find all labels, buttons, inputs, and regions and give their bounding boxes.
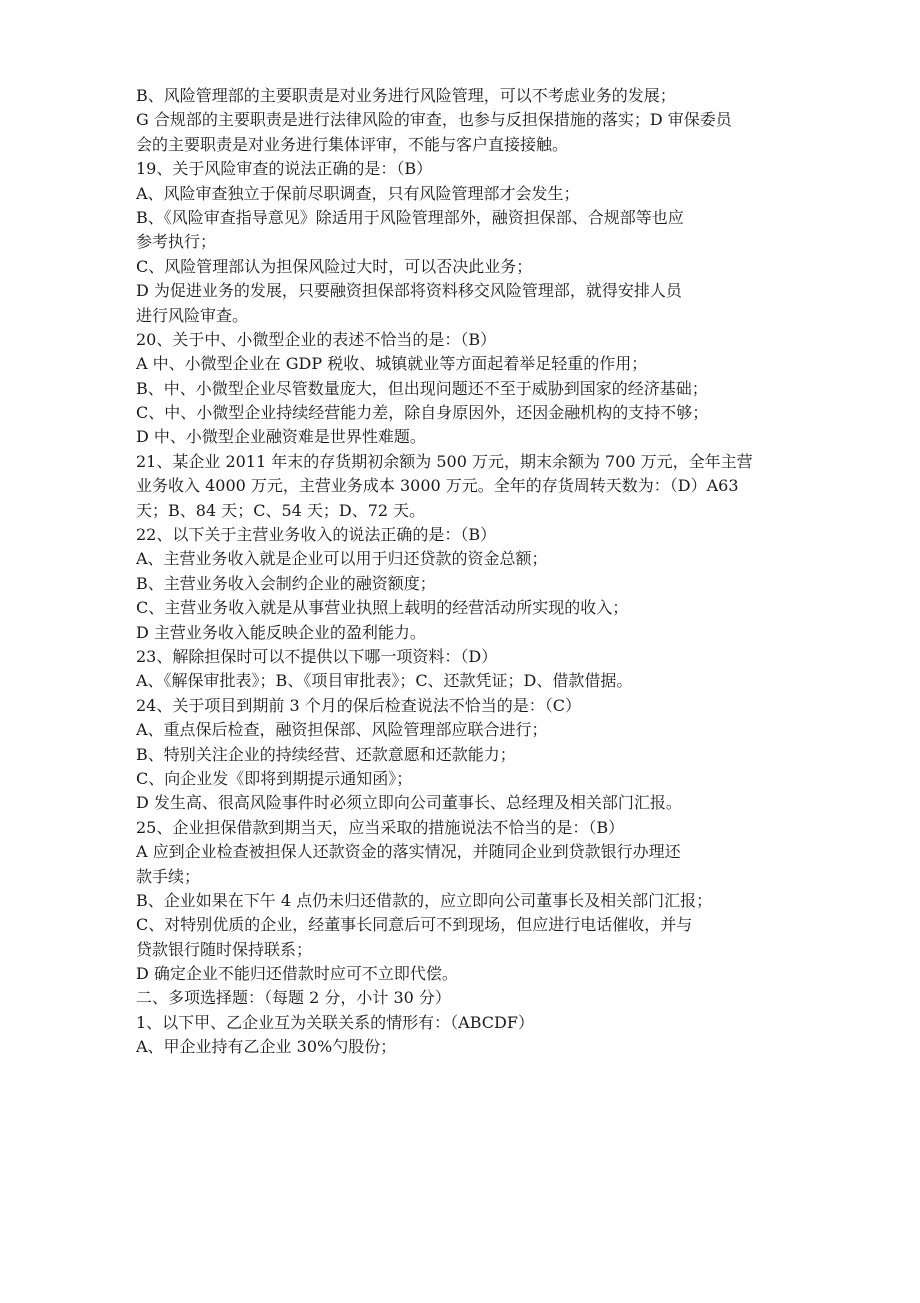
section-heading: 二、多项选择题：（每题 2 分，小计 30 分） bbox=[136, 988, 451, 1008]
question-21: 21、某企业 2011 年末的存货期初余额为 500 万元，期末余额为 700 万元，全年主营 bbox=[136, 451, 753, 471]
question-19: 19、关于风险审查的说法正确的是：（B） bbox=[136, 159, 433, 179]
text-line: G 合规部的主要职责是进行法律风险的审查，也参与反担保措施的落实；D 审保委员 bbox=[136, 110, 732, 130]
question-23: 23、解除担保时可以不提供以下哪一项资料：（D） bbox=[136, 646, 498, 666]
option-line: B、特别关注企业的持续经营、还款意愿和还款能力； bbox=[136, 744, 516, 764]
option-line: A、重点保后检查，融资担保部、风险管理部应联合进行； bbox=[136, 720, 548, 740]
option-line: D 确定企业不能归还借款时应可不立即代偿。 bbox=[136, 964, 458, 984]
option-line: A、风险审查独立于保前尽职调查，只有风险管理部才会发生； bbox=[136, 183, 580, 203]
option-line: C、对特别优质的企业，经董事长同意后可不到现场，但应进行电话催收，并与 bbox=[136, 915, 693, 935]
option-line: D 主营业务收入能反映企业的盈利能力。 bbox=[136, 622, 426, 642]
question-multi-1: 1、以下甲、乙企业互为关联关系的情形有：（ABCDF） bbox=[136, 1012, 534, 1032]
question-20: 20、关于中、小微型企业的表述不恰当的是：（B） bbox=[136, 329, 497, 349]
option-line: C、主营业务收入就是从事营业执照上载明的经营活动所实现的收入； bbox=[136, 598, 629, 618]
option-line: B、企业如果在下午 4 点仍未归还借款的，应立即向公司董事长及相关部门汇报； bbox=[136, 890, 713, 910]
option-line: D 发生高、很高风险事件时必须立即向公司董事长、总经理及相关部门汇报。 bbox=[136, 793, 682, 813]
option-line: B、主营业务收入会制约企业的融资额度； bbox=[136, 573, 436, 593]
question-24: 24、关于项目到期前 3 个月的保后检查说法不恰当的是：（C） bbox=[136, 695, 581, 715]
option-line: C、向企业发《即将到期提示通知函》； bbox=[136, 768, 413, 788]
option-line: B、《风险审查指导意见》除适用于风险管理部外，融资担保部、合规部等也应 bbox=[136, 207, 684, 227]
option-line: A、《解保审批表》；B、《项目审批表》；C、还款凭证；D、借款借据。 bbox=[136, 671, 633, 691]
text-line: 款手续； bbox=[136, 866, 201, 886]
question-22: 22、以下关于主营业务收入的说法正确的是：（B） bbox=[136, 525, 497, 545]
text-line: 进行风险审查。 bbox=[136, 305, 249, 325]
question-25: 25、企业担保借款到期当天，应当采取的措施说法不恰当的是：（B） bbox=[136, 817, 625, 837]
option-line: D 为促进业务的发展，只要融资担保部将资料移交风险管理部，就得安排人员 bbox=[136, 281, 682, 301]
text-line: 业务收入 4000 万元，主营业务成本 3000 万元。全年的存货周转天数为：（D）A63 bbox=[136, 476, 739, 496]
option-line: B、中、小微型企业尽管数量庞大，但出现问题还不至于威胁到国家的经济基础； bbox=[136, 378, 708, 398]
option-line: C、中、小微型企业持续经营能力差，除自身原因外，还因金融机构的支持不够； bbox=[136, 403, 709, 423]
option-line: C、风险管理部认为担保风险过大时，可以否决此业务； bbox=[136, 256, 533, 276]
text-line: 会的主要职责是对业务进行集体评审，不能与客户直接接触。 bbox=[136, 134, 569, 154]
text-line: 参考执行； bbox=[136, 232, 217, 252]
option-line: A、主营业务收入就是企业可以用于归还贷款的资金总额； bbox=[136, 549, 548, 569]
document-body bbox=[136, 84, 796, 1060]
text-line: B、风险管理部的主要职责是对业务进行风险管理，可以不考虑业务的发展； bbox=[136, 86, 676, 105]
text-line: 天；B、84 天；C、54 天；D、72 天。 bbox=[136, 500, 426, 520]
option-line: A 中、小微型企业在 GDP 税收、城镇就业等方面起着举足轻重的作用； bbox=[136, 354, 648, 374]
option-line: A 应到企业检查被担保人还款资金的落实情况，并随同企业到贷款银行办理还 bbox=[136, 842, 681, 862]
option-line: D 中、小微型企业融资难是世界性难题。 bbox=[136, 427, 426, 447]
text-line: 贷款银行随时保持联系； bbox=[136, 939, 313, 959]
option-line: A、甲企业持有乙企业 30%勺股份； bbox=[136, 1037, 397, 1057]
